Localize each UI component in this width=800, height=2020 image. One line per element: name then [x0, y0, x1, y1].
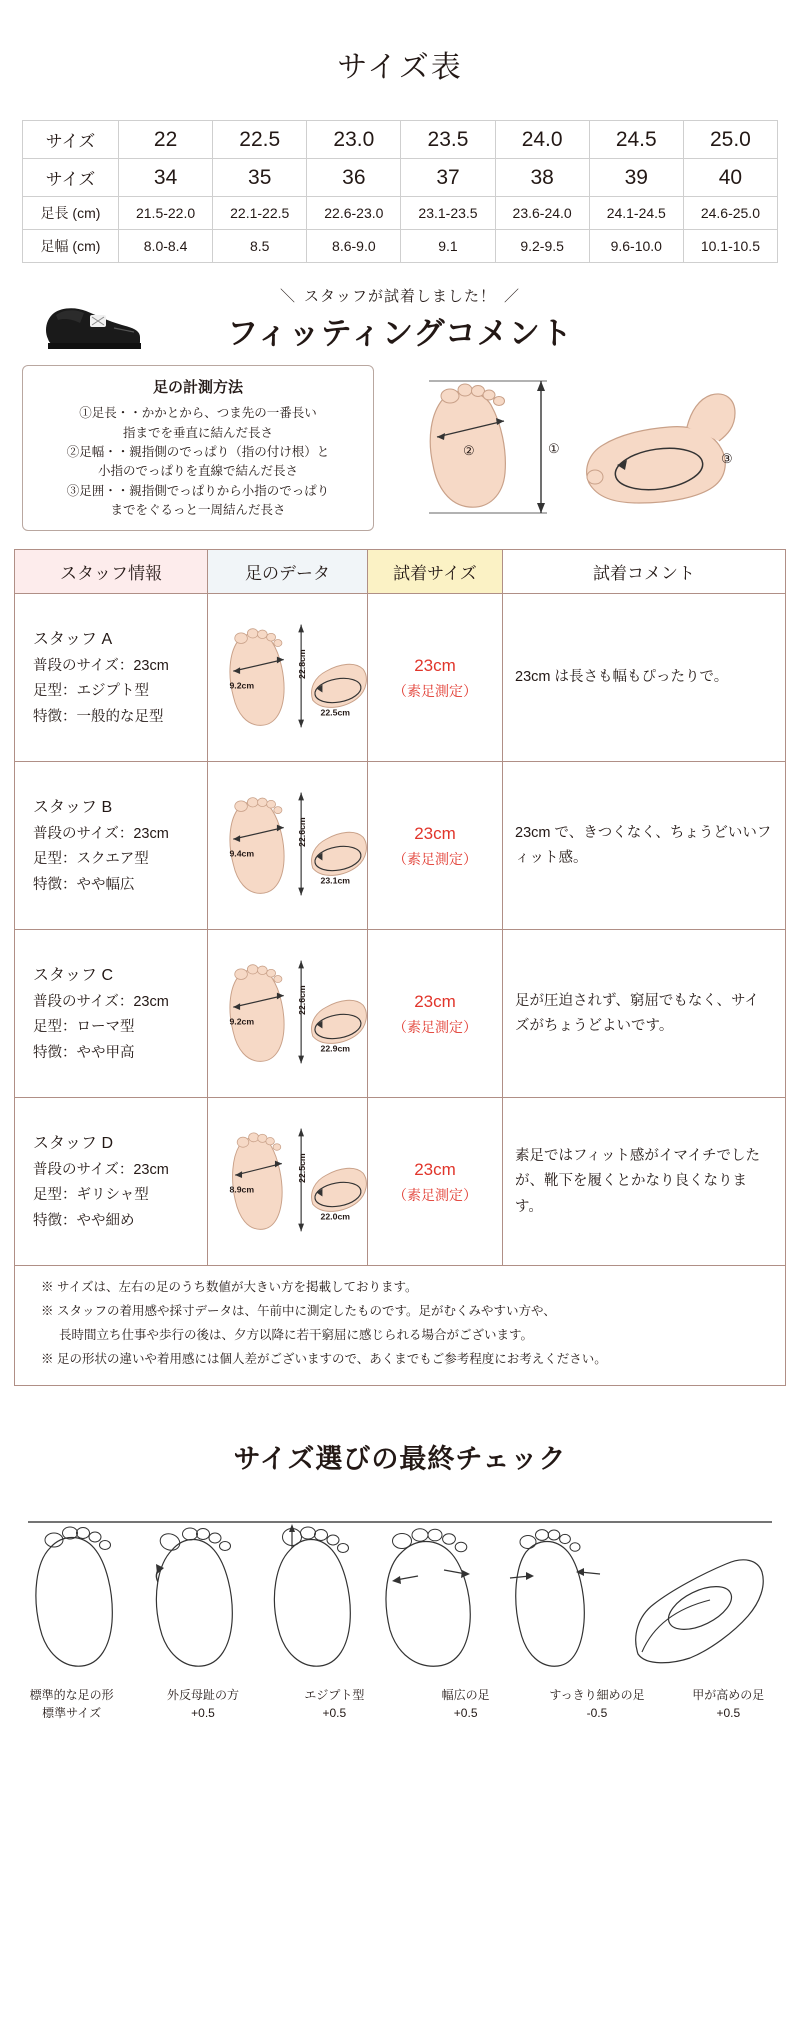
- staff-foot-type: 足型：エジプト型: [33, 683, 149, 700]
- foot-length-label: 22.5cm: [297, 1153, 307, 1184]
- foot-shape-high-instep: [636, 1560, 764, 1663]
- header-fitting-comment: 試着コメント: [503, 550, 786, 594]
- cell: 22.1-22.5: [213, 197, 307, 230]
- fitting-size-value: 23cm: [414, 991, 456, 1011]
- note-line: 長時間立ち仕事や歩行の後は、夕方以降に若干窮屈に感じられる場合がございます。: [59, 1327, 534, 1342]
- cell: 24.5: [589, 121, 683, 159]
- header-staff-info: スタッフ情報: [15, 550, 208, 594]
- table-row: [15, 594, 786, 762]
- staff-usual-size: 普段のサイズ：23cm: [33, 993, 169, 1010]
- staff-comment-cell: 23cm で、きつくなく、ちょうどいいフィット感。: [503, 762, 786, 930]
- label-sub: +0.5: [453, 1706, 478, 1721]
- cell: 10.1-10.5: [683, 230, 777, 263]
- foot-measure-figure: [212, 1111, 367, 1247]
- fitting-size-value: 23cm: [414, 823, 456, 843]
- cell: 8.6-9.0: [307, 230, 401, 263]
- slash-right-icon: ／: [504, 288, 521, 306]
- final-check-title: サイズ選びの最終チェック: [233, 1443, 567, 1474]
- cell: 22: [119, 121, 213, 159]
- label-text: 外反母趾の方: [166, 1688, 239, 1703]
- final-check-labels: [0, 1684, 800, 1742]
- foot-measure-diagram: [384, 365, 778, 530]
- cell: 23.0: [307, 121, 401, 159]
- cell: 9.2-9.5: [495, 230, 589, 263]
- staff-fitting-size-cell: [368, 594, 503, 762]
- table-row: [23, 159, 778, 197]
- staff-info-cell: [15, 594, 208, 762]
- cell: 9.6-10.0: [589, 230, 683, 263]
- measure-method-list: [33, 404, 363, 520]
- cell: 24.0: [495, 121, 589, 159]
- foot-width-label: 8.9cm: [229, 1185, 255, 1195]
- cell: 34: [119, 159, 213, 197]
- foot-width-label: 9.4cm: [229, 849, 255, 859]
- staff-comment-cell: 素足ではフィット感がイマイチでしたが、靴下を履くとかなり良くなります。: [503, 1098, 786, 1266]
- cell: 38: [495, 159, 589, 197]
- foot-shape-bunion: [156, 1528, 232, 1666]
- cell: 23.6-24.0: [495, 197, 589, 230]
- label-width: ②: [463, 443, 475, 459]
- row-label: 足幅 (cm): [23, 230, 119, 263]
- staff-comment-cell: 足が圧迫されず、窮屈でもなく、サイズがちょうどよいです。: [503, 930, 786, 1098]
- final-check-figures: [0, 1504, 800, 1684]
- staff-name: スタッフ D: [33, 1134, 114, 1152]
- list-item: ②足幅・・親指側のでっぱり（指の付け根）と: [66, 444, 330, 459]
- note-line: ※ サイズは、左右の足のうち数値が大きい方を掲載しております。: [41, 1280, 418, 1295]
- list-item: 小指のでっぱりを直線で結んだ長さ: [97, 464, 298, 479]
- row-label: サイズ: [23, 159, 119, 197]
- label-wide: [400, 1686, 531, 1722]
- fitting-header: [0, 281, 800, 359]
- cell: 22.5: [213, 121, 307, 159]
- staff-foot-data-cell: [208, 762, 368, 930]
- cell: 8.0-8.4: [119, 230, 213, 263]
- foot-shape-standard: [36, 1527, 112, 1666]
- staff-feature: 特徴：一般的な足型: [33, 708, 164, 725]
- foot-shapes-diagram: [10, 1504, 790, 1679]
- list-item: 指までを垂直に結んだ長さ: [122, 425, 273, 440]
- foot-shape-egyptian: [274, 1524, 350, 1666]
- cell: 24.1-24.5: [589, 197, 683, 230]
- list-item: ①足長・・かかとから、つま先の一番長い: [79, 406, 317, 421]
- foot-measure-figure: [212, 775, 367, 911]
- table-row: [15, 762, 786, 930]
- staff-foot-data-cell: [208, 1098, 368, 1266]
- cell: 40: [683, 159, 777, 197]
- table-row: [15, 1098, 786, 1266]
- foot-shape-wide: [386, 1529, 470, 1666]
- foot-width-label: 9.2cm: [229, 681, 255, 691]
- foot-length-label: 22.6cm: [297, 817, 307, 848]
- staff-feature: 特徴：やや細め: [33, 1212, 135, 1229]
- cell: 36: [307, 159, 401, 197]
- cell: 21.5-22.0: [119, 197, 213, 230]
- staff-foot-type: 足型：スクエア型: [33, 851, 149, 868]
- table-row: [23, 121, 778, 159]
- foot-girth-label: 22.0cm: [320, 1212, 351, 1223]
- kicker-text: スタッフが試着しました！: [303, 288, 496, 306]
- label-text: エジプト型: [304, 1688, 365, 1703]
- staff-foot-data-cell: [208, 930, 368, 1098]
- staff-name: スタッフ B: [33, 798, 113, 816]
- label-sub: -0.5: [586, 1706, 608, 1721]
- staff-usual-size: 普段のサイズ：23cm: [33, 657, 169, 674]
- row-label: サイズ: [23, 121, 119, 159]
- label-text: 甲が高めの足: [692, 1688, 765, 1703]
- list-item: までをぐるっと一周結んだ長さ: [110, 503, 286, 518]
- label-sub: +0.5: [191, 1706, 215, 1721]
- header-fitting-size: 試着サイズ: [368, 550, 503, 594]
- label-text: 標準的な足の形: [29, 1688, 114, 1703]
- foot-width-label: 9.2cm: [229, 1017, 255, 1027]
- table-row: [23, 230, 778, 263]
- header-foot-data: 足のデータ: [208, 550, 368, 594]
- label-text: 幅広の足: [441, 1688, 490, 1703]
- notes-block: [14, 1266, 786, 1386]
- foot-length-label: 22.8cm: [297, 649, 307, 680]
- label-text: すっきり細めの足: [549, 1688, 645, 1703]
- table-row: [15, 930, 786, 1098]
- label-girth: ③: [721, 451, 733, 467]
- fitting-size-note: （素足測定）: [393, 1187, 477, 1204]
- row-label: 足長 (cm): [23, 197, 119, 230]
- label-length: ①: [548, 441, 560, 457]
- label-sub: +0.5: [322, 1706, 347, 1721]
- staff-name: スタッフ A: [33, 630, 113, 648]
- staff-fitting-size-cell: [368, 930, 503, 1098]
- note-line: ※ 足の形状の違いや着用感には個人差がございますので、あくまでもご参考程度にお考えください。: [41, 1351, 607, 1366]
- staff-info-cell: [15, 930, 208, 1098]
- staff-usual-size: 普段のサイズ：23cm: [33, 825, 169, 842]
- foot-girth-label: 23.1cm: [320, 876, 351, 887]
- foot-girth-label: 22.5cm: [320, 708, 351, 719]
- staff-name: スタッフ C: [33, 966, 114, 984]
- cell: 37: [401, 159, 495, 197]
- fitting-size-note: （素足測定）: [393, 1019, 477, 1036]
- staff-fitting-table: [14, 549, 786, 1266]
- label-slim: [531, 1686, 662, 1722]
- measure-method-box: [22, 365, 374, 531]
- label-sub: +0.5: [716, 1706, 741, 1721]
- staff-table-container: [0, 541, 800, 1266]
- staff-usual-size: 普段のサイズ：23cm: [33, 1161, 169, 1178]
- foot-shape-slim: [510, 1530, 600, 1667]
- size-guide-page: [0, 20, 800, 2020]
- label-sub: 標準サイズ: [42, 1706, 102, 1721]
- measure-section: [0, 359, 800, 541]
- table-row: [23, 197, 778, 230]
- fitting-size-value: 23cm: [414, 1159, 456, 1179]
- staff-foot-data-cell: [208, 594, 368, 762]
- cell: 39: [589, 159, 683, 197]
- fitting-size-value: 23cm: [414, 655, 456, 675]
- shoe-photo-icon: [30, 295, 150, 355]
- foot-measure-figure: [212, 607, 367, 743]
- staff-comment-cell: 23cm は長さも幅もぴったりで。: [503, 594, 786, 762]
- cell: 35: [213, 159, 307, 197]
- fitting-title: フィッティングコメント: [227, 316, 573, 352]
- list-item: ③足囲・・親指側でっぱりから小指のでっぱり: [66, 483, 330, 498]
- staff-feature: 特徴：やや幅広: [33, 876, 135, 893]
- size-table-container: [0, 120, 800, 263]
- size-table-title: サイズ表: [337, 51, 463, 85]
- foot-length-label: 22.6cm: [297, 985, 307, 1016]
- slash-left-icon: ＼: [279, 288, 296, 306]
- cell: 9.1: [401, 230, 495, 263]
- staff-feature: 特徴：やや甲高: [33, 1044, 135, 1061]
- label-standard: [6, 1686, 137, 1722]
- cell: 25.0: [683, 121, 777, 159]
- cell: 23.1-23.5: [401, 197, 495, 230]
- table-header-row: [15, 550, 786, 594]
- cell: 8.5: [213, 230, 307, 263]
- label-bunion: [137, 1686, 268, 1722]
- staff-info-cell: [15, 762, 208, 930]
- cell: 24.6-25.0: [683, 197, 777, 230]
- fitting-size-note: （素足測定）: [393, 683, 477, 700]
- foot-girth-label: 22.9cm: [320, 1044, 351, 1055]
- staff-fitting-size-cell: [368, 762, 503, 930]
- fitting-size-note: （素足測定）: [393, 851, 477, 868]
- note-line: ※ スタッフの着用感や採寸データは、午前中に測定したものです。足がむくみやすい方や、: [41, 1304, 556, 1319]
- size-table: [22, 120, 778, 263]
- staff-fitting-size-cell: [368, 1098, 503, 1266]
- foot-measure-figure: [212, 943, 367, 1079]
- staff-info-cell: [15, 1098, 208, 1266]
- cell: 22.6-23.0: [307, 197, 401, 230]
- staff-foot-type: 足型：ギリシャ型: [33, 1187, 149, 1204]
- staff-foot-type: 足型：ローマ型: [33, 1019, 135, 1036]
- label-egyptian: [269, 1686, 400, 1722]
- measure-method-title: 足の計測方法: [152, 379, 243, 397]
- label-high-instep: [663, 1686, 794, 1722]
- cell: 23.5: [401, 121, 495, 159]
